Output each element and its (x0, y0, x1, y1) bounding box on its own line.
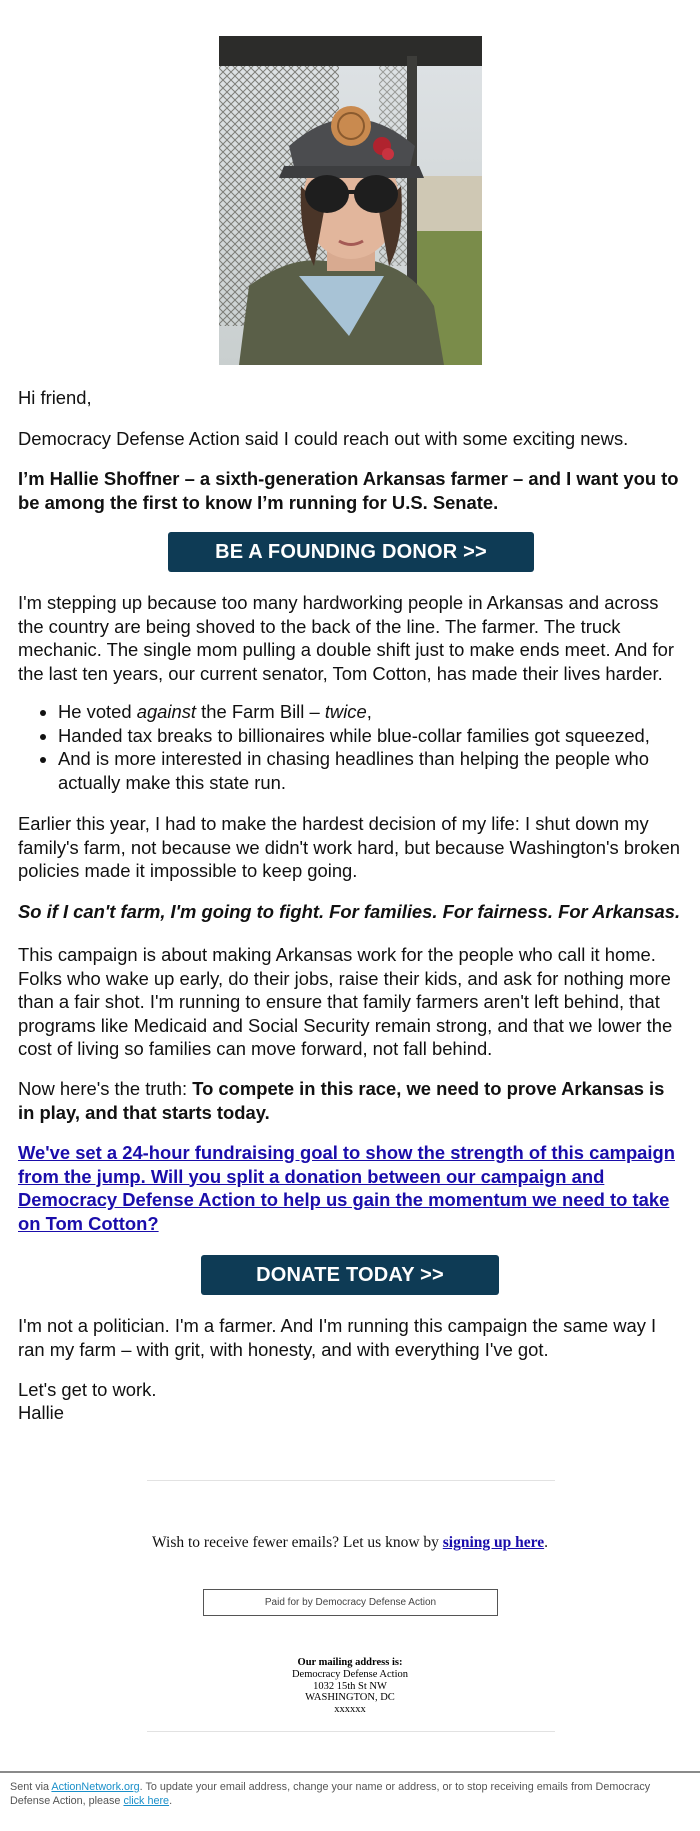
greeting: Hi friend, (18, 387, 92, 408)
candidate-photo-illustration (219, 36, 482, 365)
mailing-heading: Our mailing address is: (297, 1657, 403, 1668)
ask-paragraph (18, 1141, 682, 1235)
farm-paragraph: Earlier this year, I had to make the hardest decision of my life: I shut down my family's farm, not because we didn't work hard, but because Washington's broken policies made it impossible to keep going. (18, 813, 681, 881)
unsubscribe-link[interactable]: click here (123, 1794, 170, 1807)
campaign-paragraph: This campaign is about making Arkansas work for the people who call it home. Folks who wake up early, do their jobs, raise their kids, and ask for nothing more than a fair shot. I'm running to ensure that family farmers aren't left behind, that programs like Medicaid and Social Security remain strong, and that we lower the cost of living so families can move forward, not fall behind. (18, 944, 673, 1059)
politician-paragraph: I'm not a politician. I'm a farmer. And I'm running this campaign the same way I ran my farm – with grit, with honesty, and with everything I've got. (18, 1315, 657, 1360)
list-item: • Handed tax breaks to billionaires while blue-collar families got squeezed, (58, 724, 700, 748)
footer-text: Sent via ActionNetwork.org. To update your email address, change your name or address, or to stop receiving emails from Democracy Defense Action, please click here. (10, 1781, 651, 1807)
announcement-text: I’m Hallie Shoffner – a sixth-generation Arkansas farmer – and I want you to be among the first to know I’m running for U.S. Senate. (18, 468, 679, 513)
signature: Hallie (18, 1402, 64, 1423)
fight-line: So if I can't farm, I'm going to fight. For families. For fairness. For Arkansas. (18, 901, 681, 922)
donate-today-button[interactable]: DONATE TODAY >> (201, 1255, 499, 1295)
founding-donor-button[interactable]: BE A FOUNDING DONOR >> (168, 532, 534, 572)
list-item: • And is more interested in chasing headlines than helping the people who actually make this state run. (58, 747, 700, 794)
truth-paragraph: Now here's the truth: To compete in this race, we need to prove Arkansas is in play, and that starts today. (18, 1078, 665, 1123)
intro-text: Democracy Defense Action said I could reach out with some exciting news. (18, 428, 629, 449)
mailing-city: WASHINGTON, DC (305, 1692, 395, 1704)
list-item: • He voted against the Farm Bill – twice, (58, 700, 700, 724)
signing-up-link[interactable]: signing up here (442, 1534, 545, 1551)
stepping-up-paragraph: I'm stepping up because too many hardworking people in Arkansas and across the country are being shoved to the back of the line. The farmer. The truck mechanic. The single mom pulling a double shift just to make ends meet. And for the last ten years, our current senator, Tom Cotton, has made their lives harder. (18, 592, 674, 684)
footer-rule (0, 1771, 700, 1773)
mailing-zip: xxxxxx (334, 1704, 366, 1716)
divider (147, 1480, 555, 1481)
mailing-address (200, 1657, 500, 1716)
fewer-emails-line: Wish to receive fewer emails? Let us know by signing up here. (152, 1534, 548, 1551)
cotton-record-list (18, 700, 700, 794)
mailing-street: 1032 15th St NW (313, 1680, 387, 1692)
signoff: Let's get to work. (18, 1379, 157, 1400)
divider (147, 1731, 555, 1732)
actionnetwork-link[interactable]: ActionNetwork.org (51, 1781, 140, 1793)
paid-for-disclaimer: Paid for by Democracy Defense Action (203, 1589, 498, 1616)
donation-ask-link[interactable]: We've set a 24-hour fundraising goal to show the strength of this campaign from the jump. Will you split a donation between our campaign and Democracy Defense Action to help us gain the momentum we need to take on Tom Cotton? (18, 1142, 675, 1234)
candidate-photo (219, 36, 482, 365)
mailing-org: Democracy Defense Action (291, 1668, 409, 1680)
